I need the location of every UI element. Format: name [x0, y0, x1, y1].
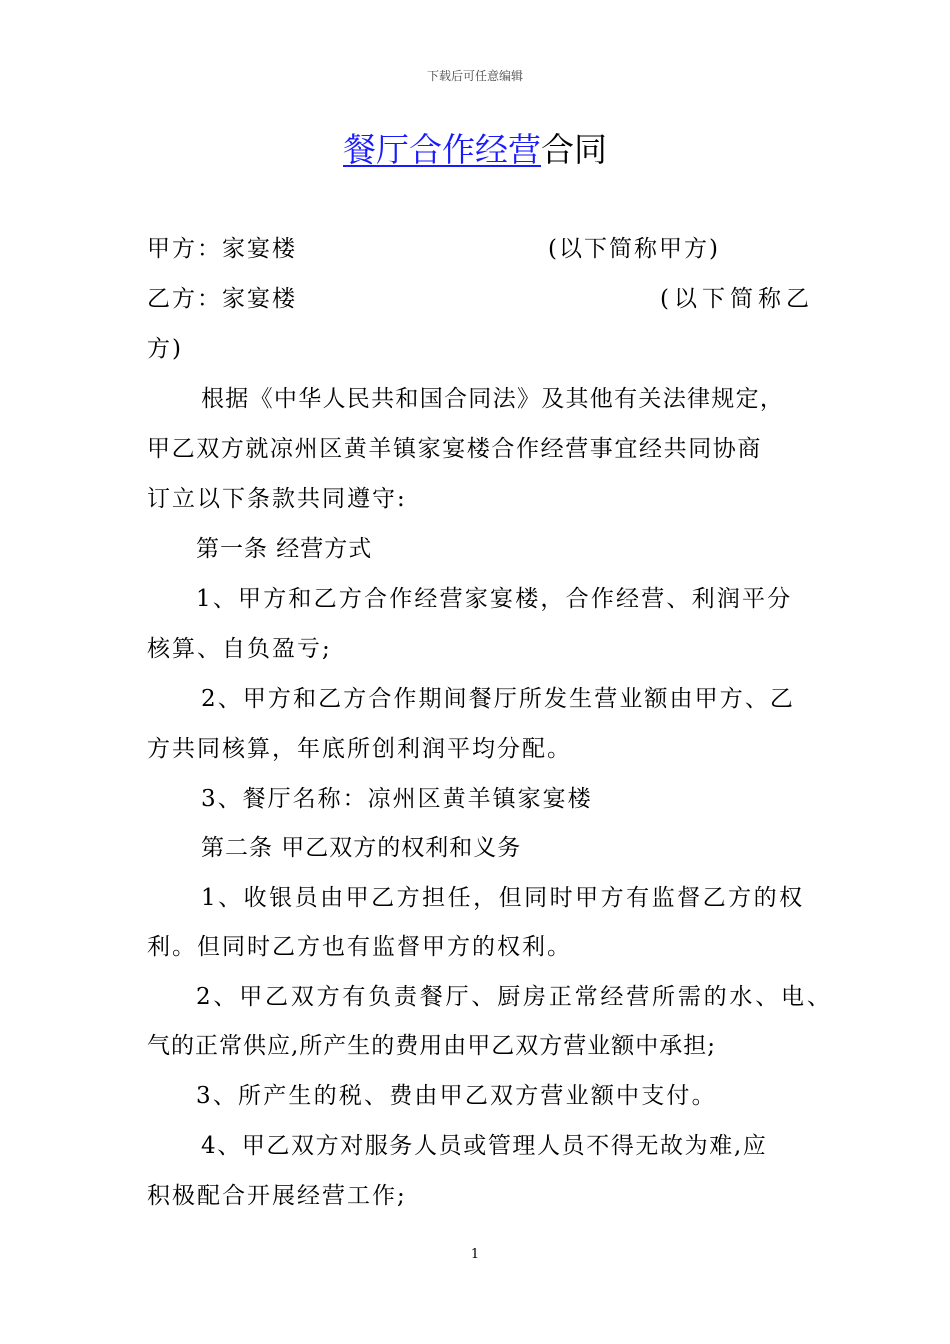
party-a-note: (以下简称甲方) [548, 236, 720, 262]
party-b-note: (以下简称乙 [660, 286, 814, 312]
article-1-item-2-line-1: 2、甲方和乙方合作期间餐厅所发生营业额由甲方、乙 [201, 686, 796, 712]
article-2-item-4-line-1: 4、甲乙双方对服务人员或管理人员不得无故为难,应 [201, 1133, 768, 1159]
article-1-item-3: 3、餐厅名称：凉州区黄羊镇家宴楼 [201, 786, 593, 812]
title-link[interactable]: 餐厅合作经营 [343, 130, 541, 169]
article-1-item-1-line-1: 1、甲方和乙方合作经营家宴楼，合作经营、利润平分 [196, 586, 793, 612]
article-2-item-4-line-2: 积极配合开展经营工作; [147, 1183, 407, 1209]
article-1-item-2-line-2: 方共同核算，年底所创利润平均分配。 [147, 736, 572, 762]
title-suffix: 合同 [541, 130, 607, 169]
article-2-item-3: 3、所产生的税、费由甲乙双方营业额中支付。 [196, 1083, 717, 1109]
page-number: 1 [470, 1247, 480, 1262]
article-2-item-2-line-2: 气的正常供应,所产生的费用由甲乙双方营业额中承担; [147, 1033, 717, 1059]
article-1-item-1-line-2: 核算、自负盈亏; [147, 636, 332, 662]
preamble-line-3: 订立以下条款共同遵守: [147, 486, 407, 512]
article-2-item-2-line-1: 2、甲乙双方有负责餐厅、厨房正常经营所需的水、电、 [196, 984, 833, 1010]
preamble-line-2: 甲乙双方就凉州区黄羊镇家宴楼合作经营事宜经共同协商 [147, 436, 762, 462]
article-2-heading: 第二条 甲乙双方的权利和义务 [201, 835, 522, 861]
article-1-heading: 第一条 经营方式 [196, 536, 373, 562]
document-title [0, 128, 950, 172]
header-note: 下载后可任意编辑 [426, 69, 523, 83]
article-2-item-1-line-1: 1、收银员由甲乙方担任，但同时甲方有监督乙方的权 [201, 885, 805, 911]
party-b-note-cont: 方) [147, 336, 183, 362]
preamble-line-1: 根据《中华人民共和国合同法》及其他有关法律规定， [201, 386, 785, 412]
party-a-label: 甲方：家宴楼 [147, 236, 297, 262]
article-2-item-1-line-2: 利。但同时乙方也有监督甲方的权利。 [147, 934, 572, 960]
party-b-label: 乙方：家宴楼 [147, 286, 297, 312]
